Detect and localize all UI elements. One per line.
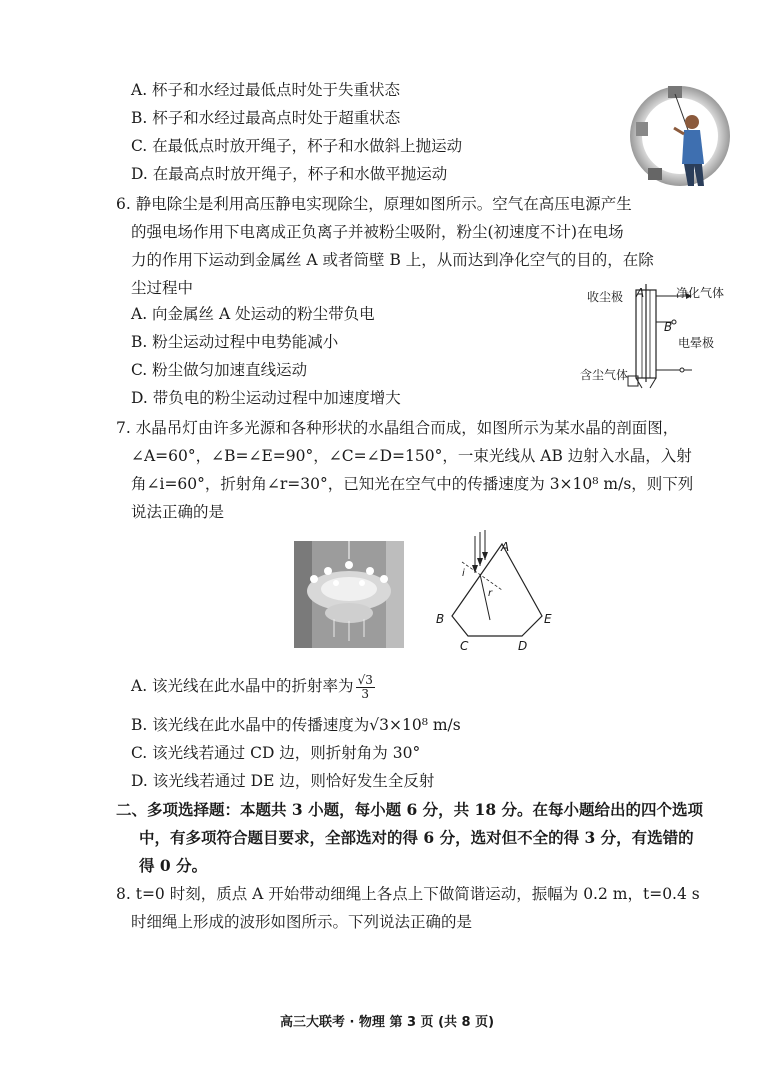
vertex-e-label: E (544, 612, 552, 626)
q7-stem-line1: 7. 水晶吊灯由许多光源和各种形状的水晶组合而成，如图所示为某水晶的剖面图， (116, 419, 679, 437)
wall-b-label: B (664, 320, 673, 334)
q6-option-a: A. 向金属丝 A 处运动的粉尘带负电 (131, 305, 375, 323)
q7-option-b: B. 该光线在此水晶中的传播速度为√3×10⁸ m/s (131, 716, 461, 734)
q8-stem-line1: 8. t=0 时刻，质点 A 开始带动细绳上各点上下做简谐运动，振幅为 0.2 m，t=0.4 s (116, 885, 700, 903)
section2-heading-line2: 中，有多项符合题目要求，全部选对的得 6 分，选对但不全的得 3 分，有选错的 (139, 828, 694, 847)
vertex-b-label: B (436, 612, 445, 626)
wire-a-label: A (636, 286, 645, 300)
clean-gas-label: 净化气体 (676, 286, 725, 300)
q7-stem-line3: 角∠i=60°，折射角∠r=30°，已知光在空气中的传播速度为 3×10⁸ m/s，则下列 (131, 475, 694, 493)
q7-option-d: D. 该光线若通过 DE 边，则恰好发生全反射 (131, 772, 435, 790)
angle-r-label: r (488, 588, 493, 599)
q7-stem-line4: 说法正确的是 (131, 503, 225, 521)
q5-option-a: A. 杯子和水经过最低点时处于失重状态 (131, 81, 401, 99)
sqrt3-over-3-fraction (356, 674, 375, 701)
q5-option-d: D. 在最高点时放开绳子，杯子和水做平抛运动 (131, 165, 448, 183)
chandelier-photo (294, 541, 404, 648)
q8-stem-line2: 时细绳上形成的波形如图所示。下列说法正确的是 (131, 913, 473, 931)
angle-i-label: i (462, 568, 465, 579)
crystal-cross-section (432, 530, 562, 656)
vertex-a-label: A (501, 540, 510, 554)
collector-label: 收尘极 (587, 290, 624, 304)
q6-option-c: C. 粉尘做匀加速直线运动 (131, 361, 308, 379)
q7-stem-line2: ∠A=60°，∠B=∠E=90°，∠C=∠D=150°，一束光线从 AB 边射入水晶，入射 (131, 447, 692, 465)
q5-option-c: C. 在最低点时放开绳子，杯子和水做斜上抛运动 (131, 137, 463, 155)
q6-stem-line1: 6. 静电除尘是利用高压静电实现除尘，原理如图所示。空气在高压电源产生 (116, 195, 632, 213)
q7-option-c: C. 该光线若通过 CD 边，则折射角为 30° (131, 744, 421, 762)
section2-heading-line1: 二、多项选择题：本题共 3 小题，每小题 6 分，共 18 分。在每小题给出的四个选项 (116, 800, 704, 819)
vertex-c-label: C (460, 639, 469, 653)
q7-option-a-text: A. 该光线在此水晶中的折射率为 (131, 677, 354, 695)
q6-option-d: D. 带负电的粉尘运动过程中加速度增大 (131, 389, 401, 407)
q6-stem-line3: 力的作用下运动到金属丝 A 或者筒壁 B 上，从而达到净化空气的目的，在除 (131, 251, 654, 269)
section2-heading-line3: 得 0 分。 (139, 856, 208, 875)
vertex-d-label: D (518, 639, 528, 653)
page-footer: 高三大联考 · 物理 第 3 页 (共 8 页) (279, 1015, 495, 1030)
precipitator-diagram (576, 282, 746, 392)
corona-pole-label: 电晕极 (678, 336, 715, 350)
q5-option-b: B. 杯子和水经过最高点时处于超重状态 (131, 109, 401, 127)
q6-stem-line4: 尘过程中 (131, 279, 194, 297)
q7-option-a (131, 672, 375, 701)
dusty-gas-label: 含尘气体 (580, 368, 629, 382)
q6-stem-line2: 的强电场作用下电离成正负离子并被粉尘吸附，粉尘(初速度不计)在电场 (131, 223, 624, 241)
fraction-numerator: √3 (357, 672, 373, 687)
fraction-denominator: 3 (361, 686, 370, 701)
swinging-cup-photo (628, 84, 732, 188)
q6-option-b: B. 粉尘运动过程中电势能减小 (131, 333, 339, 351)
